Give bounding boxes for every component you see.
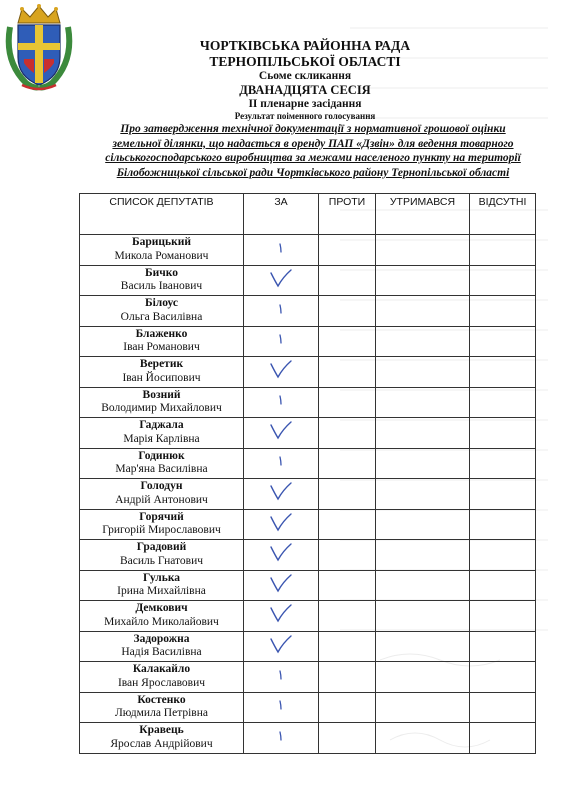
session-title: ДВАНАДЦЯТА СЕСІЯ xyxy=(239,83,371,97)
deputy-surname: Блаженко xyxy=(135,327,188,340)
deputy-surname: Задорожна xyxy=(133,632,190,645)
convocation-label: Сьоме скликання xyxy=(258,70,352,82)
deputy-surname: Горячий xyxy=(139,510,184,523)
table-header-row xyxy=(80,194,536,235)
vote-absent-cell xyxy=(470,509,536,540)
vote-absent-cell xyxy=(470,692,536,723)
vote-for-cell xyxy=(244,387,319,418)
handwritten-check-icon xyxy=(268,541,294,563)
vote-absent-cell xyxy=(470,723,536,754)
vote-abstained-cell xyxy=(376,601,470,632)
deputy-surname: Кравець xyxy=(139,724,184,737)
deputy-name-cell xyxy=(80,540,244,571)
table-row xyxy=(80,723,536,754)
vote-abstained-cell xyxy=(376,540,470,571)
deputy-given-name: Ольга Василівна xyxy=(120,310,203,323)
vote-absent-cell xyxy=(470,570,536,601)
vote-abstained-cell xyxy=(376,265,470,296)
deputy-given-name: Мар'яна Василівна xyxy=(115,463,208,476)
table-row xyxy=(80,235,536,266)
deputy-given-name: Людмила Петрівна xyxy=(114,707,209,720)
vote-type-label: Результат поіменного голосування xyxy=(234,111,376,121)
vote-for-cell xyxy=(244,265,319,296)
vote-against-cell xyxy=(319,296,376,327)
vote-for-cell xyxy=(244,418,319,449)
deputy-surname: Бичко xyxy=(145,266,178,279)
deputy-name-cell xyxy=(80,692,244,723)
vote-absent-cell xyxy=(470,357,536,388)
vote-abstained-cell xyxy=(376,326,470,357)
table-row xyxy=(80,631,536,662)
deputy-given-name: Григорій Мирославович xyxy=(102,524,221,537)
vote-against-cell xyxy=(319,235,376,266)
vote-absent-cell xyxy=(470,479,536,510)
vote-absent-cell xyxy=(470,631,536,662)
deputy-name-cell xyxy=(80,265,244,296)
deputy-name-cell xyxy=(80,357,244,388)
vote-abstained-cell xyxy=(376,479,470,510)
deputy-given-name: Василь Іванович xyxy=(120,280,203,293)
vote-against-cell xyxy=(319,692,376,723)
vote-against-cell xyxy=(319,448,376,479)
column-header-against: ПРОТИ xyxy=(319,194,376,235)
motion-title: Про затвердження технічної документації з нормативної грошової оцінки земельної ділянки, що надається в оренду ПАП «Дзвін» для ведення товарного сільськогосподарського виробництва за межами населеного пункту на території Білобожницької сільської ради Чортківського району Тернопільської області xyxy=(105,123,521,179)
handwritten-check-icon xyxy=(268,358,294,380)
vote-against-cell xyxy=(319,509,376,540)
vote-against-cell xyxy=(319,723,376,754)
deputy-name-cell xyxy=(80,509,244,540)
deputy-surname: Гаджала xyxy=(139,419,184,432)
vote-for-cell xyxy=(244,357,319,388)
deputy-given-name: Марія Карлівна xyxy=(123,432,200,445)
table-row xyxy=(80,418,536,449)
vote-abstained-cell xyxy=(376,570,470,601)
vote-for-cell xyxy=(244,662,319,693)
vote-absent-cell xyxy=(470,296,536,327)
handwritten-tick-icon xyxy=(276,242,286,254)
roll-call-table xyxy=(79,193,536,754)
vote-absent-cell xyxy=(470,265,536,296)
vote-for-cell xyxy=(244,479,319,510)
vote-absent-cell xyxy=(470,540,536,571)
handwritten-check-icon xyxy=(268,572,294,594)
vote-abstained-cell xyxy=(376,357,470,388)
table-row xyxy=(80,509,536,540)
deputy-surname: Годинюк xyxy=(138,449,185,462)
vote-for-cell xyxy=(244,570,319,601)
deputy-name-cell xyxy=(80,479,244,510)
vote-absent-cell xyxy=(470,448,536,479)
vote-absent-cell xyxy=(470,326,536,357)
deputy-name-cell xyxy=(80,631,244,662)
table-row xyxy=(80,265,536,296)
column-header-for: ЗА xyxy=(244,194,319,235)
vote-against-cell xyxy=(319,387,376,418)
deputy-name-cell xyxy=(80,296,244,327)
deputy-given-name: Микола Романович xyxy=(114,249,209,262)
vote-for-cell xyxy=(244,601,319,632)
deputy-given-name: Ірина Михайлівна xyxy=(117,585,206,598)
region-name: ТЕРНОПІЛЬСЬКОЇ ОБЛАСТІ xyxy=(209,54,401,69)
deputy-surname: Білоус xyxy=(144,297,179,310)
vote-abstained-cell xyxy=(376,235,470,266)
council-name: ЧОРТКІВСЬКА РАЙОННА РАДА xyxy=(199,38,411,53)
handwritten-tick-icon xyxy=(276,730,286,742)
deputy-given-name: Ярослав Андрійович xyxy=(110,737,213,750)
handwritten-check-icon xyxy=(268,419,294,441)
deputy-given-name: Василь Гнатович xyxy=(119,554,204,567)
deputy-surname: Калакайло xyxy=(132,663,191,676)
vote-against-cell xyxy=(319,662,376,693)
vote-abstained-cell xyxy=(376,631,470,662)
table-row xyxy=(80,357,536,388)
table-row xyxy=(80,601,536,632)
table-row xyxy=(80,387,536,418)
vote-abstained-cell xyxy=(376,723,470,754)
deputy-name-cell xyxy=(80,326,244,357)
table-row xyxy=(80,692,536,723)
vote-abstained-cell xyxy=(376,448,470,479)
handwritten-tick-icon xyxy=(276,699,286,711)
vote-absent-cell xyxy=(470,418,536,449)
vote-for-cell xyxy=(244,723,319,754)
deputy-surname: Веретик xyxy=(139,358,184,371)
handwritten-check-icon xyxy=(268,480,294,502)
table-row xyxy=(80,296,536,327)
vote-for-cell xyxy=(244,326,319,357)
vote-for-cell xyxy=(244,631,319,662)
deputy-name-cell xyxy=(80,448,244,479)
handwritten-check-icon xyxy=(268,511,294,533)
vote-against-cell xyxy=(319,418,376,449)
deputy-surname: Голодун xyxy=(140,480,183,493)
deputy-given-name: Михайло Миколайович xyxy=(104,615,219,628)
deputy-given-name: Іван Йосипович xyxy=(122,371,201,384)
vote-for-cell xyxy=(244,692,319,723)
vote-abstained-cell xyxy=(376,418,470,449)
deputy-name-cell xyxy=(80,601,244,632)
column-header-deputies: СПИСОК ДЕПУТАТІВ xyxy=(80,194,244,235)
vote-abstained-cell xyxy=(376,662,470,693)
vote-abstained-cell xyxy=(376,692,470,723)
vote-against-cell xyxy=(319,265,376,296)
vote-for-cell xyxy=(244,540,319,571)
handwritten-tick-icon xyxy=(276,333,286,345)
deputy-surname: Возний xyxy=(142,388,181,401)
vote-for-cell xyxy=(244,448,319,479)
table-row xyxy=(80,326,536,357)
coat-of-arms-emblem xyxy=(4,3,74,91)
deputy-name-cell xyxy=(80,723,244,754)
vote-against-cell xyxy=(319,326,376,357)
deputy-name-cell xyxy=(80,662,244,693)
vote-for-cell xyxy=(244,296,319,327)
vote-abstained-cell xyxy=(376,296,470,327)
vote-against-cell xyxy=(319,357,376,388)
vote-absent-cell xyxy=(470,387,536,418)
deputy-surname: Костенко xyxy=(137,693,186,706)
deputy-name-cell xyxy=(80,418,244,449)
column-header-absent: ВІДСУТНІ xyxy=(470,194,536,235)
deputy-given-name: Іван Романович xyxy=(123,341,200,354)
handwritten-tick-icon xyxy=(276,455,286,467)
deputy-name-cell xyxy=(80,235,244,266)
table-row xyxy=(80,570,536,601)
deputy-surname: Демкович xyxy=(135,602,188,615)
handwritten-tick-icon xyxy=(276,394,286,406)
table-row xyxy=(80,540,536,571)
vote-abstained-cell xyxy=(376,387,470,418)
vote-for-cell xyxy=(244,235,319,266)
deputy-surname: Гулька xyxy=(142,571,181,584)
column-header-abstained: УТРИМАВСЯ xyxy=(376,194,470,235)
deputy-name-cell xyxy=(80,570,244,601)
deputy-given-name: Андрій Антонович xyxy=(115,493,208,506)
vote-against-cell xyxy=(319,631,376,662)
deputy-name-cell xyxy=(80,387,244,418)
deputy-given-name: Іван Ярославович xyxy=(117,676,206,689)
deputy-surname: Барицький xyxy=(132,236,191,249)
handwritten-tick-icon xyxy=(276,303,286,315)
handwritten-check-icon xyxy=(268,602,294,624)
vote-against-cell xyxy=(319,570,376,601)
handwritten-check-icon xyxy=(268,633,294,655)
vote-absent-cell xyxy=(470,601,536,632)
sitting-label: ІІ пленарне засідання xyxy=(248,98,362,110)
table-row xyxy=(80,448,536,479)
deputy-given-name: Надія Василівна xyxy=(121,646,202,659)
vote-against-cell xyxy=(319,601,376,632)
handwritten-check-icon xyxy=(268,267,294,289)
vote-absent-cell xyxy=(470,235,536,266)
table-row xyxy=(80,479,536,510)
handwritten-tick-icon xyxy=(276,669,286,681)
vote-abstained-cell xyxy=(376,509,470,540)
vote-against-cell xyxy=(319,479,376,510)
deputy-given-name: Володимир Михайлович xyxy=(101,402,222,415)
vote-absent-cell xyxy=(470,662,536,693)
vote-against-cell xyxy=(319,540,376,571)
vote-for-cell xyxy=(244,509,319,540)
table-row xyxy=(80,662,536,693)
deputy-surname: Градовий xyxy=(136,541,187,554)
